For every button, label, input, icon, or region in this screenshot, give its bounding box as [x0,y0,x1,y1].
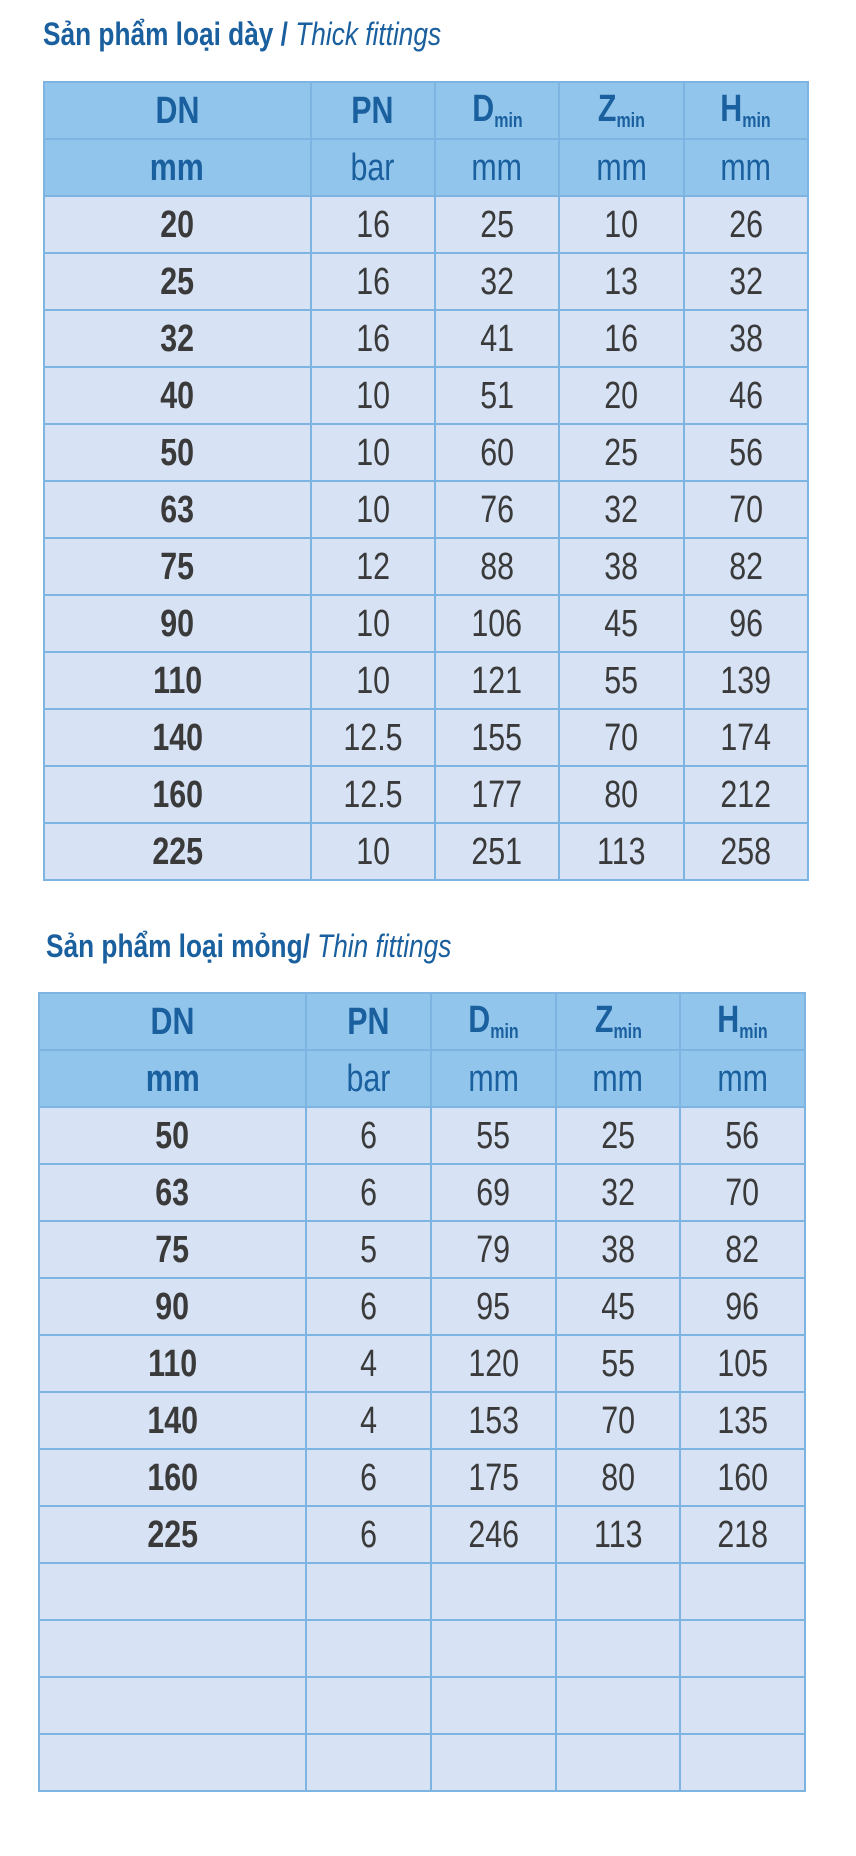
table-row [44,481,808,538]
cell-zmin: 38 [556,1221,681,1278]
cell-dn: 40 [44,367,311,424]
thick-fittings-table [43,81,809,881]
table-header-row [39,993,805,1050]
cell-dn [39,1677,306,1734]
unit-dmin: mm [435,139,559,196]
cell-zmin: 113 [559,823,683,880]
cell-dn: 110 [39,1335,306,1392]
cell-hmin: 258 [684,823,808,880]
cell-dn: 63 [44,481,311,538]
cell-dn: 90 [44,595,311,652]
cell-hmin: 38 [684,310,808,367]
header-dmin: $D_{min}$ [431,993,556,1050]
thin-title-english: Thin fittings [317,928,452,964]
cell-pn: 10 [311,481,435,538]
cell-hmin: 160 [680,1449,805,1506]
table-row [44,823,808,880]
cell-hmin [680,1734,805,1791]
cell-pn: 5 [306,1221,431,1278]
cell-hmin: 96 [680,1278,805,1335]
unit-hmin: mm [680,1050,805,1107]
cell-hmin: 218 [680,1506,805,1563]
cell-dn: 50 [44,424,311,481]
cell-dmin: 79 [431,1221,556,1278]
header-dn: DN [44,82,311,139]
table-row [44,367,808,424]
cell-dn [39,1734,306,1791]
table-row [39,1563,805,1620]
table-row [44,310,808,367]
table-row [44,709,808,766]
cell-hmin: 26 [684,196,808,253]
cell-dmin: 121 [435,652,559,709]
cell-pn: 6 [306,1278,431,1335]
cell-zmin: 16 [559,310,683,367]
header-dn: DN [39,993,306,1050]
cell-zmin [556,1677,681,1734]
cell-pn: 6 [306,1506,431,1563]
cell-pn: 16 [311,196,435,253]
unit-hmin: mm [684,139,808,196]
cell-dmin: 60 [435,424,559,481]
cell-pn: 10 [311,595,435,652]
cell-hmin [680,1563,805,1620]
table-units-row [39,1050,805,1107]
cell-pn: 4 [306,1335,431,1392]
cell-zmin: 13 [559,253,683,310]
cell-zmin: 55 [556,1335,681,1392]
cell-dn [39,1620,306,1677]
cell-dn: 160 [39,1449,306,1506]
cell-hmin: 139 [684,652,808,709]
cell-dn: 160 [44,766,311,823]
thick-title-english: Thick fittings [295,16,442,52]
cell-zmin: 70 [559,709,683,766]
cell-hmin: 46 [684,367,808,424]
cell-dn: 50 [39,1107,306,1164]
table-row [44,253,808,310]
cell-pn: 10 [311,823,435,880]
thick-title-vietnamese: Sản phẩm loại dày / [43,16,288,52]
table-row [44,595,808,652]
cell-zmin: 113 [556,1506,681,1563]
cell-dmin: 251 [435,823,559,880]
cell-dmin: 69 [431,1164,556,1221]
cell-pn: 12.5 [311,709,435,766]
cell-pn: 12 [311,538,435,595]
table-row [44,538,808,595]
cell-hmin: 56 [684,424,808,481]
cell-dmin: 55 [431,1107,556,1164]
header-zmin: $Z_{min}$ [556,993,681,1050]
cell-hmin: 82 [684,538,808,595]
cell-hmin: 96 [684,595,808,652]
cell-dmin: 153 [431,1392,556,1449]
cell-zmin: 25 [559,424,683,481]
unit-dn: mm [44,139,311,196]
cell-pn [306,1677,431,1734]
cell-dmin: 95 [431,1278,556,1335]
cell-pn: 6 [306,1107,431,1164]
cell-dn: 20 [44,196,311,253]
cell-pn: 6 [306,1449,431,1506]
cell-dmin [431,1677,556,1734]
cell-zmin: 45 [559,595,683,652]
cell-hmin: 174 [684,709,808,766]
cell-dn: 25 [44,253,311,310]
cell-pn [306,1563,431,1620]
cell-hmin: 70 [680,1164,805,1221]
table-row [44,424,808,481]
table-row [44,196,808,253]
cell-zmin: 38 [559,538,683,595]
cell-zmin: 20 [559,367,683,424]
thick-fittings-title [43,16,441,53]
cell-dmin: 51 [435,367,559,424]
unit-pn: bar [311,139,435,196]
cell-pn [306,1734,431,1791]
cell-dmin: 177 [435,766,559,823]
cell-zmin [556,1563,681,1620]
cell-zmin: 80 [556,1449,681,1506]
cell-dmin [431,1620,556,1677]
table-row [39,1620,805,1677]
header-zmin: $Z_{min}$ [559,82,683,139]
table-header-row [44,82,808,139]
table-row [39,1506,805,1563]
cell-pn: 4 [306,1392,431,1449]
cell-dn: 225 [44,823,311,880]
cell-dmin: 155 [435,709,559,766]
table-row [44,652,808,709]
cell-dmin [431,1734,556,1791]
thin-fittings-table [38,992,806,1792]
cell-dmin: 120 [431,1335,556,1392]
cell-hmin: 70 [684,481,808,538]
cell-dn: 32 [44,310,311,367]
cell-dmin: 106 [435,595,559,652]
cell-zmin: 32 [559,481,683,538]
cell-dmin: 32 [435,253,559,310]
cell-dn: 75 [44,538,311,595]
cell-zmin: 25 [556,1107,681,1164]
cell-pn: 16 [311,253,435,310]
table-row [39,1107,805,1164]
table-row [39,1278,805,1335]
cell-dmin: 25 [435,196,559,253]
cell-zmin [556,1620,681,1677]
cell-dn: 75 [39,1221,306,1278]
thin-fittings-title [46,928,451,965]
cell-dmin: 76 [435,481,559,538]
cell-dmin: 175 [431,1449,556,1506]
unit-zmin: mm [559,139,683,196]
header-hmin: $H_{min}$ [680,993,805,1050]
unit-dmin: mm [431,1050,556,1107]
unit-pn: bar [306,1050,431,1107]
cell-zmin: 10 [559,196,683,253]
table-row [39,1734,805,1791]
header-dmin: $D_{min}$ [435,82,559,139]
table-units-row [44,139,808,196]
cell-zmin [556,1734,681,1791]
cell-dn: 140 [44,709,311,766]
cell-pn: 16 [311,310,435,367]
cell-pn: 10 [311,367,435,424]
cell-hmin [680,1620,805,1677]
cell-zmin: 70 [556,1392,681,1449]
header-hmin: $H_{min}$ [684,82,808,139]
table-row [39,1335,805,1392]
cell-dn: 225 [39,1506,306,1563]
cell-pn: 10 [311,424,435,481]
cell-zmin: 32 [556,1164,681,1221]
cell-hmin: 56 [680,1107,805,1164]
cell-dn: 110 [44,652,311,709]
unit-zmin: mm [556,1050,681,1107]
cell-pn [306,1620,431,1677]
cell-pn: 12.5 [311,766,435,823]
cell-dmin: 246 [431,1506,556,1563]
header-pn: PN [306,993,431,1050]
cell-hmin: 135 [680,1392,805,1449]
cell-hmin: 32 [684,253,808,310]
cell-pn: 6 [306,1164,431,1221]
table-row [39,1449,805,1506]
cell-hmin: 212 [684,766,808,823]
cell-dmin [431,1563,556,1620]
cell-dn: 140 [39,1392,306,1449]
cell-dn [39,1563,306,1620]
table-row [39,1392,805,1449]
header-pn: PN [311,82,435,139]
cell-hmin: 105 [680,1335,805,1392]
thin-title-vietnamese: Sản phẩm loại mỏng/ [46,928,310,964]
cell-zmin: 80 [559,766,683,823]
table-row [39,1221,805,1278]
cell-dn: 63 [39,1164,306,1221]
table-row [44,766,808,823]
cell-pn: 10 [311,652,435,709]
cell-hmin: 82 [680,1221,805,1278]
cell-zmin: 45 [556,1278,681,1335]
table-row [39,1164,805,1221]
cell-dmin: 41 [435,310,559,367]
cell-zmin: 55 [559,652,683,709]
cell-dmin: 88 [435,538,559,595]
cell-dn: 90 [39,1278,306,1335]
unit-dn: mm [39,1050,306,1107]
table-row [39,1677,805,1734]
cell-hmin [680,1677,805,1734]
